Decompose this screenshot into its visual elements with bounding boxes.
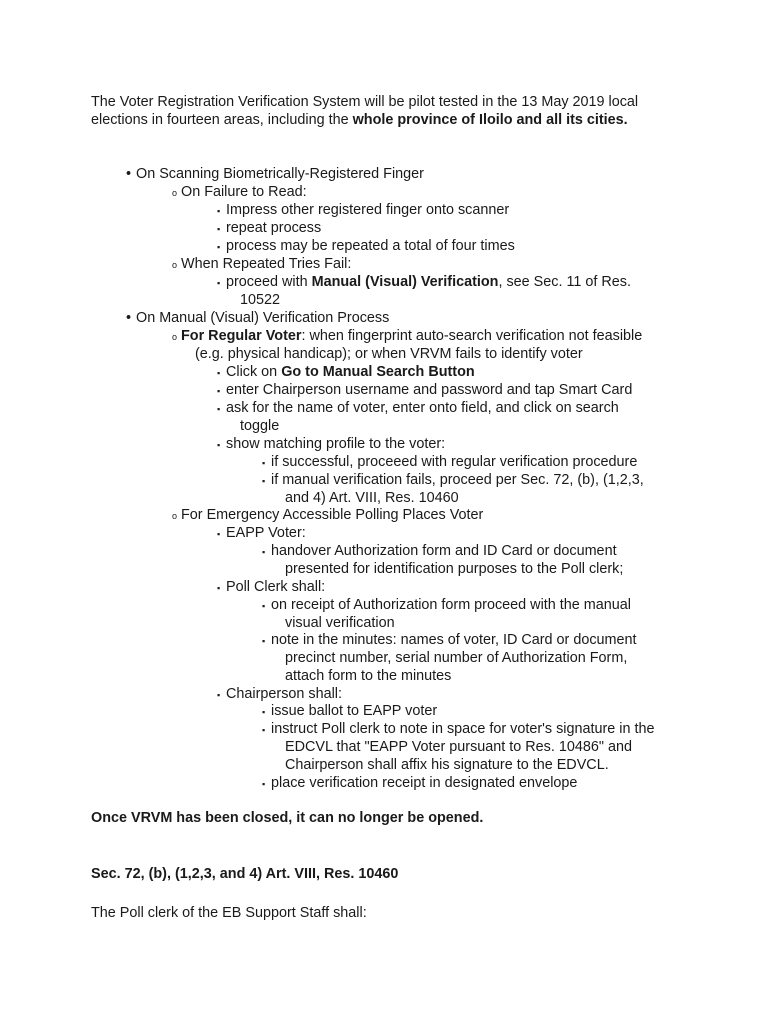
list-item-click-manual bbox=[217, 363, 475, 382]
bullet-square-icon: ▪ bbox=[262, 707, 266, 717]
bullet-square-icon: ▪ bbox=[262, 547, 266, 557]
list-item-text: handover Authorization form and ID Card or document bbox=[271, 543, 617, 559]
list-item-continuation bbox=[285, 489, 459, 507]
list-item-issue-ballot bbox=[262, 702, 437, 721]
list-item-text: EAPP Voter: bbox=[226, 525, 306, 541]
bullet-square-icon: ▪ bbox=[262, 725, 266, 735]
list-item-if-fail bbox=[262, 471, 644, 490]
list-item-text: issue ballot to EAPP voter bbox=[271, 703, 438, 719]
bullet-square-icon: ▪ bbox=[217, 224, 221, 234]
list-item-text: if manual verification fails, proceed per Sec. 72, (b), (1,2,3, bbox=[271, 472, 644, 488]
intro-line-1 bbox=[91, 93, 638, 111]
bullet-circle-icon: o bbox=[172, 260, 178, 270]
list-item-continuation bbox=[285, 614, 395, 632]
list-item-continuation bbox=[240, 291, 280, 309]
bullet-dot-icon: • bbox=[126, 166, 132, 182]
list-item-bold-text: Go to Manual Search Button bbox=[281, 364, 475, 380]
list-item-text: On Scanning Biometrically-Registered Finger bbox=[136, 166, 424, 182]
list-item-scanning bbox=[126, 165, 424, 183]
bullet-square-icon: ▪ bbox=[217, 206, 221, 216]
list-item-text: proceed with bbox=[226, 274, 312, 290]
bullet-circle-icon: o bbox=[172, 188, 178, 198]
list-item-text: note in the minutes: names of voter, ID Card or document bbox=[271, 632, 637, 648]
list-item-continuation bbox=[285, 756, 609, 774]
list-item-proceed-manual bbox=[217, 273, 631, 292]
bullet-square-icon: ▪ bbox=[217, 583, 221, 593]
intro-line-2 bbox=[91, 111, 628, 129]
intro-text: The Voter Registration Verification System will be pilot tested in the 13 May 2019 local bbox=[91, 94, 639, 110]
bullet-square-icon: ▪ bbox=[217, 404, 221, 414]
list-item-text: Click on bbox=[226, 364, 282, 380]
list-item-emergency bbox=[172, 506, 483, 525]
bullet-square-icon: ▪ bbox=[217, 440, 221, 450]
list-item-text: On Manual (Visual) Verification Process bbox=[136, 310, 390, 326]
list-item-text: and 4) Art. VIII, Res. 10460 bbox=[285, 490, 459, 506]
list-item-text: on receipt of Authorization form proceed with the manual bbox=[271, 597, 631, 613]
bullet-square-icon: ▪ bbox=[262, 601, 266, 611]
list-item-text: if successful, proceeed with regular verification procedure bbox=[271, 454, 638, 470]
list-item-text: presented for identification purposes to the Poll clerk; bbox=[285, 561, 624, 577]
list-item-show-profile bbox=[217, 435, 445, 454]
list-item-continuation bbox=[285, 560, 623, 578]
list-item-manual bbox=[126, 309, 389, 327]
list-item-continuation bbox=[285, 738, 632, 756]
list-item-text: enter Chairperson username and password and tap Smart Card bbox=[226, 382, 633, 398]
closing-statement: Once VRVM has been closed, it can no longer be opened. bbox=[91, 810, 484, 826]
list-item-text: Chairperson shall: bbox=[226, 686, 342, 702]
list-item-note-minutes bbox=[262, 631, 637, 650]
list-item-text: repeat process bbox=[226, 220, 322, 236]
list-item-continuation bbox=[285, 667, 451, 685]
list-item-text: ask for the name of voter, enter onto field, and click on search bbox=[226, 400, 619, 416]
list-item-text: Impress other registered finger onto scanner bbox=[226, 202, 510, 218]
list-item-text: : when fingerprint auto-search verification not feasible bbox=[301, 328, 643, 344]
list-item-bold-text: For Regular Voter bbox=[181, 328, 302, 344]
list-item-ask-name bbox=[217, 399, 619, 418]
list-item-text: visual verification bbox=[285, 615, 395, 631]
bullet-square-icon: ▪ bbox=[217, 386, 221, 396]
list-item-text: Chairperson shall affix his signature to the EDVCL. bbox=[285, 757, 609, 773]
bullet-square-icon: ▪ bbox=[217, 242, 221, 252]
list-item-if-success bbox=[262, 453, 637, 472]
list-item-text: toggle bbox=[240, 418, 280, 434]
list-item-repeat-four bbox=[217, 237, 515, 256]
bullet-square-icon: ▪ bbox=[217, 278, 221, 288]
list-item-text: instruct Poll clerk to note in space for voter's signature in the bbox=[271, 721, 655, 737]
bullet-square-icon: ▪ bbox=[262, 458, 266, 468]
list-item-failure-read bbox=[172, 183, 307, 202]
list-item-continuation bbox=[240, 417, 279, 435]
section-heading: Sec. 72, (b), (1,2,3, and 4) Art. VIII, Res. 10460 bbox=[91, 866, 399, 882]
list-item-text: (e.g. physical handicap); or when VRVM fails to identify voter bbox=[195, 346, 583, 362]
list-item-text: , see Sec. 11 of Res. bbox=[498, 274, 631, 290]
list-item-text: Poll Clerk shall: bbox=[226, 579, 326, 595]
bullet-square-icon: ▪ bbox=[217, 368, 221, 378]
bullet-square-icon: ▪ bbox=[217, 529, 221, 539]
bullet-circle-icon: o bbox=[172, 511, 178, 521]
list-item-text: precinct number, serial number of Authorization Form, bbox=[285, 650, 628, 666]
list-item-text: attach form to the minutes bbox=[285, 668, 452, 684]
list-item-on-receipt bbox=[262, 596, 631, 615]
list-item-text: On Failure to Read: bbox=[181, 184, 307, 200]
intro-bold-text: whole province of Iloilo and all its cities. bbox=[352, 112, 628, 128]
list-item-continuation bbox=[285, 649, 627, 667]
list-item-enter-chair bbox=[217, 381, 632, 400]
poll-clerk-intro: The Poll clerk of the EB Support Staff shall: bbox=[91, 905, 367, 921]
list-item-instruct bbox=[262, 720, 655, 739]
bullet-square-icon: ▪ bbox=[217, 690, 221, 700]
list-item-continuation bbox=[195, 345, 583, 363]
bullet-square-icon: ▪ bbox=[262, 779, 266, 789]
list-item-eapp-voter bbox=[217, 524, 306, 543]
list-item-handover bbox=[262, 542, 617, 561]
list-item-text: 10522 bbox=[240, 292, 281, 308]
list-item-impress bbox=[217, 201, 509, 220]
list-item-text: For Emergency Accessible Polling Places Voter bbox=[181, 507, 484, 523]
list-item-place-receipt bbox=[262, 774, 577, 793]
bullet-square-icon: ▪ bbox=[262, 476, 266, 486]
intro-text: elections in fourteen areas, including the bbox=[91, 112, 353, 128]
list-item-text: place verification receipt in designated envelope bbox=[271, 775, 578, 791]
list-item-text: show matching profile to the voter: bbox=[226, 436, 446, 452]
list-item-repeat bbox=[217, 219, 321, 238]
list-item-text: process may be repeated a total of four times bbox=[226, 238, 515, 254]
bullet-square-icon: ▪ bbox=[262, 636, 266, 646]
list-item-text: When Repeated Tries Fail: bbox=[181, 256, 352, 272]
list-item-poll-clerk bbox=[217, 578, 325, 597]
bullet-dot-icon: • bbox=[126, 310, 132, 326]
list-item-repeated-fail bbox=[172, 255, 351, 274]
list-item-bold-text: Manual (Visual) Verification bbox=[311, 274, 499, 290]
list-item-regular-voter bbox=[172, 327, 642, 346]
bullet-circle-icon: o bbox=[172, 332, 178, 342]
list-item-text: EDCVL that "EAPP Voter pursuant to Res. 10486" and bbox=[285, 739, 633, 755]
